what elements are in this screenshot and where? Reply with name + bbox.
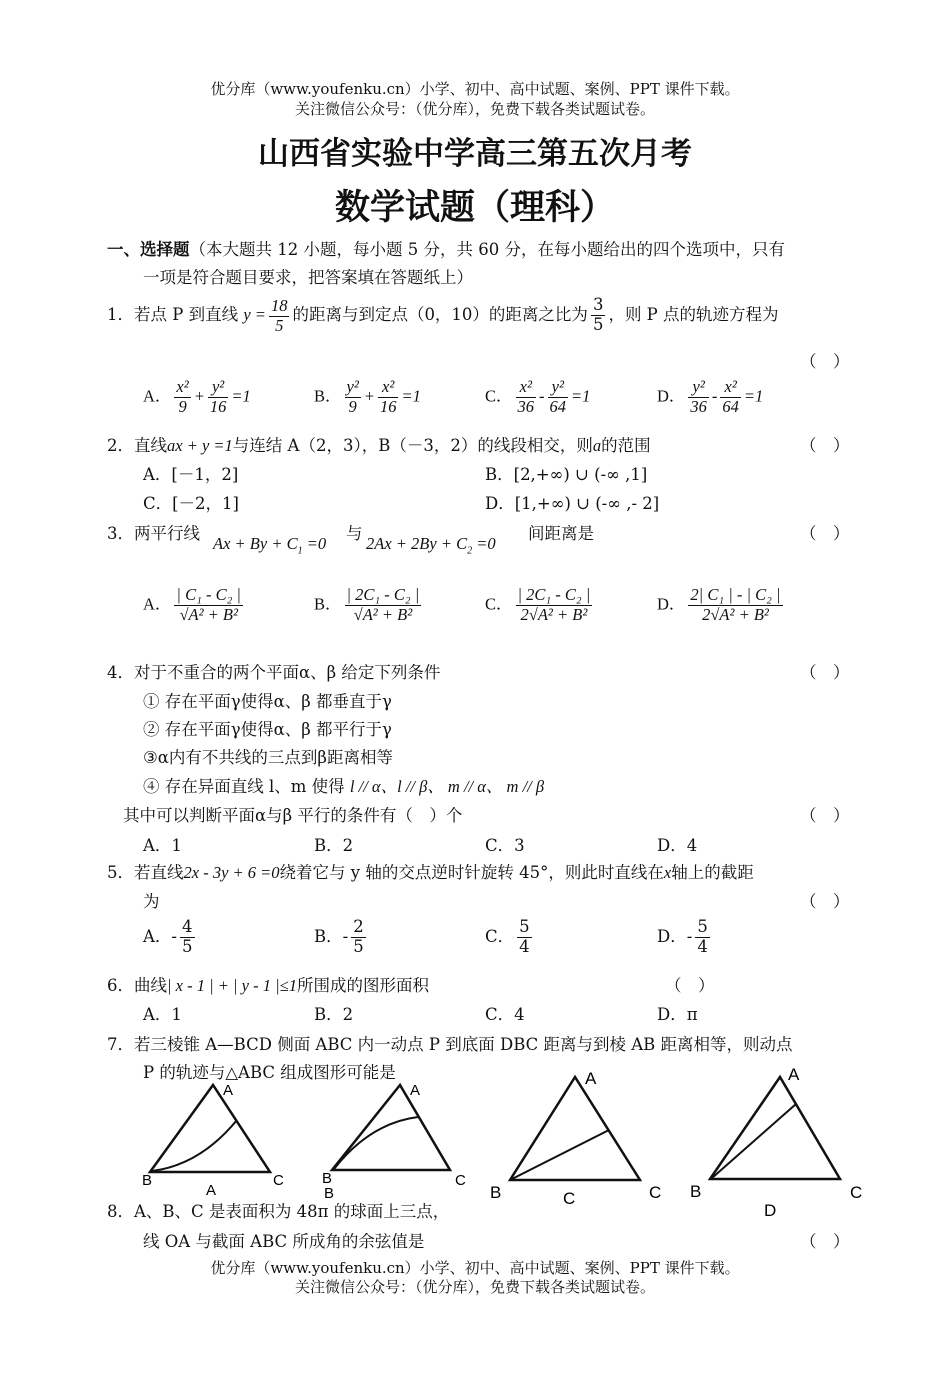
fig-c-left-label: B — [490, 1183, 502, 1202]
fig-a-top-label: A — [223, 1082, 234, 1099]
q3-answer-paren: （ ） — [800, 524, 850, 543]
q6-option-d: D．π — [657, 1005, 698, 1024]
fig-b-right-label: C — [455, 1172, 466, 1189]
section-heading: 一、选择题 — [107, 240, 190, 259]
q6-answer-paren: （ ） — [665, 976, 715, 995]
q5-option-a: A．- $\frac{4}{5}$ — [143, 917, 193, 956]
q1-ratio: $\frac{3}{5}$ — [592, 295, 604, 334]
q4-condition-3: ③α内有不共线的三点到β距离相等 — [143, 748, 393, 767]
fig-a-triangle — [150, 1085, 270, 1172]
q1-option-b: B． $\frac{\text{y²}}{9}$ + $\frac{\text{x²}}{16}$ =1 — [314, 377, 421, 416]
fig-c-top-label: A — [585, 1069, 597, 1088]
q8-text-b: 线 OA 与截面 ABC 所成角的余弦值是 — [143, 1232, 425, 1251]
q2-text-a: 2．直线 — [107, 436, 167, 455]
fig-b-left-label: B — [322, 1170, 333, 1187]
fig-a-under-label: A — [206, 1182, 217, 1199]
fig-d-under-label: D — [764, 1201, 777, 1220]
q6-option-c: C．4 — [485, 1005, 525, 1024]
q4-option-d: D．4 — [657, 836, 698, 855]
footer-line-2: 关注微信公众号：（优分库），免费下载各类试题试卷。 — [294, 1278, 655, 1296]
q1-option-a: A． $\frac{\text{x²}}{9}$ + $\frac{\text{y²}}{16}$ =1 — [143, 377, 251, 416]
section-intro: （本大题共 12 小题，每小题 5 分，共 60 分，在每小题给出的四个选项中，只有 — [189, 240, 785, 259]
fig-d-right-label: C — [850, 1183, 863, 1202]
q5-answer-paren: （ ） — [800, 892, 850, 911]
q7-figure-d — [688, 1062, 878, 1222]
question-6: 6．曲线| x - 1 | + | y - 1 |≤1所围成的图形面积 — [107, 976, 429, 995]
q1-answer-paren: （ ） — [800, 352, 850, 371]
q4-option-a: A．1 — [143, 836, 182, 855]
fig-c-triangle — [510, 1077, 640, 1180]
fig-a-right-label: C — [273, 1172, 284, 1189]
q6-option-b: B．2 — [314, 1005, 354, 1024]
q7-text-b: P 的轨迹与△ABC 组成图形可能是 — [143, 1063, 396, 1082]
fig-a-left-label: B — [142, 1172, 153, 1189]
q1-text-c: ，则 P 点的轨迹方程为 — [608, 304, 779, 324]
fig-d-left-label: B — [690, 1182, 702, 1201]
q1-text-a: 1．若点 P 到直线 — [107, 304, 239, 324]
header-line-2: 关注微信公众号：（优分库），免费下载各类试题试卷。 — [294, 100, 655, 118]
q7-figure-c — [485, 1062, 675, 1212]
fig-a-curve — [152, 1120, 237, 1171]
q5-option-c: C． $\frac{5}{4}$ — [485, 917, 530, 956]
question-2 — [107, 432, 651, 456]
q2-option-d: D．[1,+∞) ∪ (-∞ ,- 2] — [485, 494, 660, 513]
q8-answer-paren: （ ） — [800, 1232, 850, 1251]
q3-text-c: 间距离是 — [528, 524, 594, 543]
question-3-text: 3．两平行线 — [107, 524, 200, 543]
q2-option-a: A．[－1，2] — [143, 465, 239, 484]
q4-question: 其中可以判断平面α与β 平行的条件有（ ）个 — [123, 806, 463, 825]
fig-c-under-label: C — [563, 1189, 576, 1208]
fig-b-under-label: B — [324, 1185, 335, 1200]
q2-option-c: C．[－2，1] — [143, 494, 239, 513]
fig-c-right-label: C — [649, 1183, 662, 1202]
exam-school-title: 山西省实验中学高三第五次月考 — [258, 136, 692, 172]
q2-line-eq: ax + y =1 — [167, 436, 233, 455]
q4-condition-4: ④ 存在异面直线 l、m 使得 l // α、l // β、 m // α、 m // β — [143, 777, 545, 796]
q2-text-b: 与连结 A（2，3），B（－3，2）的线段相交，则 — [232, 436, 593, 455]
q1-option-d: D． $\frac{\text{y²}}{36}$ - $\frac{\text{x²}}{64}$ =1 — [657, 377, 764, 416]
question-1 — [107, 296, 779, 336]
q4-option-b: B．2 — [314, 836, 354, 855]
question-8: 8．A、B、C 是表面积为 48π 的球面上三点， — [107, 1202, 450, 1221]
q2-option-b: B．[2,+∞) ∪ (-∞ ,1] — [485, 465, 648, 484]
q5-option-d: D．- $\frac{5}{4}$ — [657, 917, 708, 956]
q4-answer-paren: （ ） — [800, 663, 850, 682]
q3-option-a: A． $\frac{\text{| C₁ - C₂ |}}{\text{√A² + B²}}$ — [143, 585, 241, 624]
exam-subject-title: 数学试题（理科） — [334, 188, 615, 228]
q3-option-b: B． $\frac{\text{| 2C₁ - C₂ |}}{\text{√A² + B²}}$ — [314, 585, 420, 624]
q3-line-1: $Ax + By + C_1 =0$ — [213, 534, 327, 557]
q4-condition-1: ① 存在平面γ使得α、β 都垂直于γ — [143, 692, 392, 711]
q3-and: 与 — [346, 524, 363, 543]
q2-var-a: a — [592, 436, 602, 455]
q4-condition-2: ② 存在平面γ使得α、β 都平行于γ — [143, 720, 392, 739]
fig-b-top-label: A — [410, 1082, 421, 1099]
q2-text-c: 的范围 — [601, 436, 651, 455]
q4-answer-paren-2: （ ） — [800, 806, 850, 825]
q3-option-c: C． $\frac{\text{| 2C₁ - C₂ |}}{\text{2√A² + B²}}$ — [485, 585, 591, 624]
question-7: 7．若三棱锥 A—BCD 侧面 ABC 内一动点 P 到底面 DBC 距离与到棱 AB 距离相等，则动点 — [107, 1035, 793, 1054]
q1-formula-line: y = $\frac{18}{5}$ — [243, 295, 288, 335]
header-line-1: 优分库（www.youfenku.cn）小学、初中、高中试题、案例、PPT 课件下载。 — [210, 80, 740, 98]
q1-text-b: 的距离与到定点（0，10）的距离之比为 — [292, 304, 588, 324]
fig-d-top-label: A — [788, 1065, 800, 1084]
section-intro-2: 一项是符合题目要求，把答案填在答题纸上） — [143, 268, 473, 287]
q5-option-b: B．- $\frac{2}{5}$ — [314, 917, 364, 956]
q7-figure-b — [320, 1075, 475, 1200]
q5-text-d: 为 — [143, 892, 160, 911]
q3-line-2: $2Ax + 2By + C_2 =0$ — [366, 534, 496, 557]
q7-figure-a — [140, 1075, 290, 1200]
q3-option-d: D． $\frac{\text{2| C₁ | - | C₂ |}}{\text{2√A² + B²}}$ — [657, 585, 781, 624]
q2-answer-paren: （ ） — [800, 436, 850, 455]
q1-option-c: C． $\frac{\text{x²}}{36}$ - $\frac{\text{y²}}{64}$ =1 — [485, 377, 591, 416]
fig-b-triangle — [332, 1085, 450, 1170]
footer-line-1: 优分库（www.youfenku.cn）小学、初中、高中试题、案例、PPT 课件下载。 — [210, 1259, 740, 1277]
q6-option-a: A．1 — [143, 1005, 182, 1024]
fig-b-curve — [334, 1117, 418, 1169]
q4-option-c: C．3 — [485, 836, 525, 855]
question-5: 5．若直线2x - 3y + 6 =0绕着它与 y 轴的交点逆时针旋转 45°，则此时直线在x轴上的截距 — [107, 863, 754, 882]
question-4: 4．对于不重合的两个平面α、β 给定下列条件 — [107, 663, 441, 682]
section-heading-line — [107, 236, 785, 260]
